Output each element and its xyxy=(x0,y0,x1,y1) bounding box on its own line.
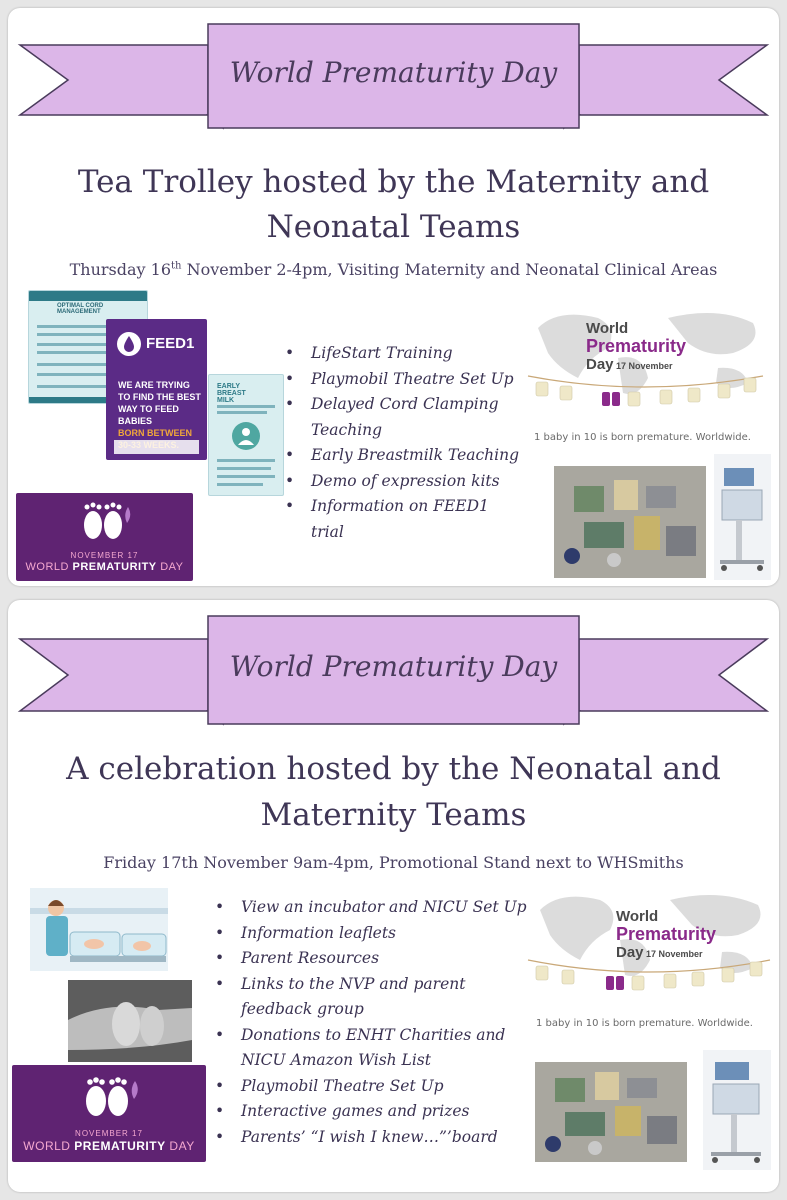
list-item: • Playmobil Theatre Set Up xyxy=(215,1074,527,1100)
list-item: • Parents’ “I wish I knew…”’board xyxy=(215,1125,527,1151)
list-item: • Delayed Cord Clamping xyxy=(285,392,519,418)
playmobil-theatre-photo xyxy=(535,1062,687,1162)
incubator-icon xyxy=(703,1050,771,1170)
headline-line-2: Neonatal Teams xyxy=(266,209,521,245)
playmobil-theatre-photo xyxy=(554,466,706,578)
list-item: • View an incubator and NICU Set Up xyxy=(215,895,527,921)
list-item: feedback group xyxy=(241,1000,364,1018)
feed1-drop-icon xyxy=(116,331,142,357)
event-date-time: Friday 17th November 9am-4pm, Promotional Stand next to WHSmiths xyxy=(103,853,684,872)
banner-title: World Prematurity Day xyxy=(229,650,558,683)
feed1-poster-image: FEED1 WE ARE TRYING TO FIND THE BEST WAY TO FEED BABIES BORN BETWEEN xyxy=(106,319,207,460)
list-item: NICU Amazon Wish List xyxy=(241,1051,431,1069)
world-prematurity-day-tile-image: NOVEMBER 17 WORLD PREMATURITY DAY xyxy=(16,493,193,581)
event-date-time: Thursday 16th November 2-4pm, Visiting Maternity and Neonatal Clinical Areas xyxy=(69,260,718,279)
world-prematurity-day-logo: World Prematurity Day 17 November 1 baby in 10 is born premature. Worldwide. xyxy=(518,298,768,454)
list-item: • Parent Resources xyxy=(215,946,527,972)
world-prematurity-day-tile-image: NOVEMBER 17 WORLD PREMATURITY DAY xyxy=(12,1065,206,1162)
world-prematurity-day-logo: World Prematurity Day 17 November 1 baby in 10 is born premature. Worldwide. xyxy=(520,880,775,1040)
incubator-photo xyxy=(714,454,771,580)
world-map-icon xyxy=(518,298,768,454)
early-breastmilk-poster-image: EARLY BREAST MILK xyxy=(208,374,284,496)
list-item: Teaching xyxy=(311,420,383,439)
list-item: • Interactive games and prizes xyxy=(215,1099,527,1125)
baby-feet-photo xyxy=(68,980,192,1062)
nurse-incubator-illustration xyxy=(30,888,168,971)
list-item: • LifeStart Training xyxy=(285,341,519,367)
activity-list xyxy=(215,895,527,1150)
baby-feet-icon xyxy=(76,501,136,543)
baby-feet-icon xyxy=(78,1075,144,1121)
playmobil-figures-icon xyxy=(554,466,706,578)
headline-line-1: Tea Trolley hosted by the Maternity and xyxy=(77,164,710,200)
headline-line-1: A celebration hosted by the Neonatal and xyxy=(66,751,721,787)
event-card-celebration xyxy=(8,600,779,1192)
banner-title: World Prematurity Day xyxy=(229,56,558,89)
event-card-tea-trolley xyxy=(8,8,779,586)
list-item: • Information on FEED1 xyxy=(285,494,519,520)
incubator-photo xyxy=(703,1050,771,1170)
optimal-cord-poster-image: OPTIMAL CORD MANAGEMENT xyxy=(28,290,148,404)
list-item: • Links to the NVP and parent xyxy=(215,972,527,998)
list-item: trial xyxy=(311,522,344,541)
list-item: • Demo of expression kits xyxy=(285,469,519,495)
incubator-icon xyxy=(714,454,771,580)
list-item: • Playmobil Theatre Set Up xyxy=(285,367,519,393)
activity-list xyxy=(285,341,519,545)
nurse-incubator-icon xyxy=(30,888,168,971)
mother-baby-icon xyxy=(231,421,261,451)
hand-baby-feet-icon xyxy=(68,980,192,1062)
playmobil-figures-icon xyxy=(535,1062,687,1162)
list-item: • Early Breastmilk Teaching xyxy=(285,443,519,469)
list-item: • Information leaflets xyxy=(215,921,527,947)
list-item: • Donations to ENHT Charities and xyxy=(215,1023,527,1049)
headline-line-2: Maternity Teams xyxy=(260,797,527,833)
